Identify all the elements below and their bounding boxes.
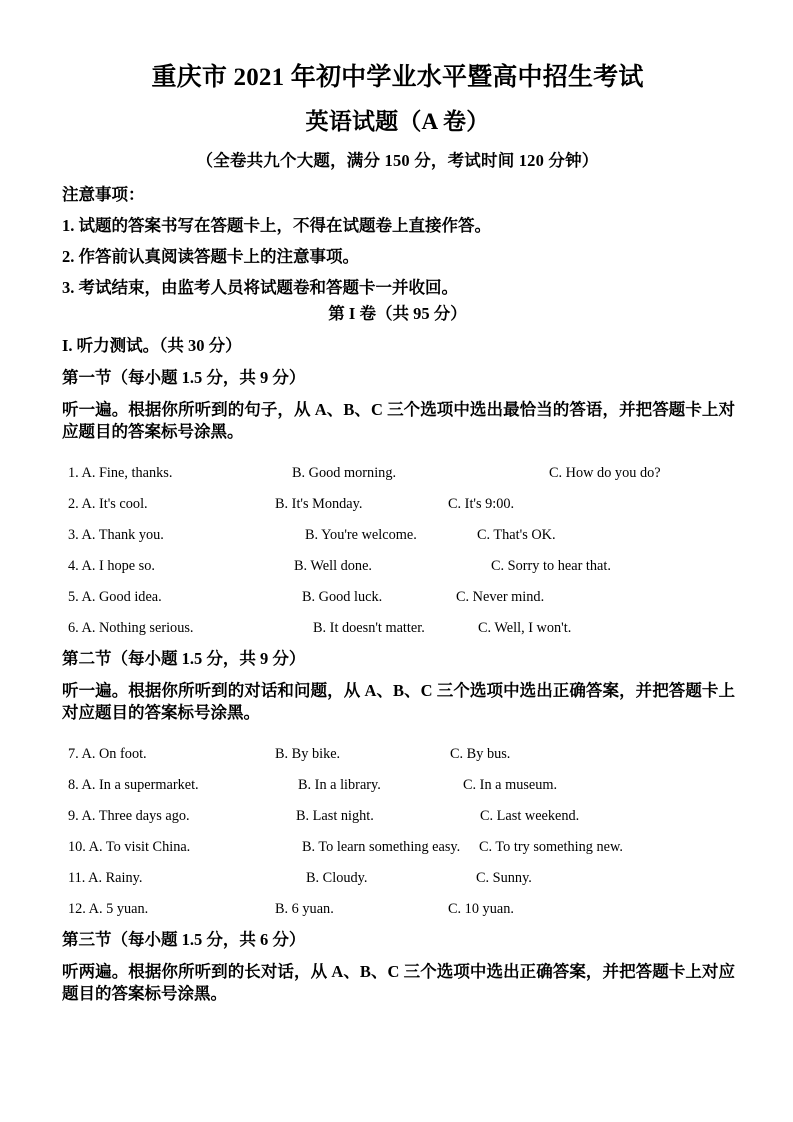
option-c[interactable]: C. Sunny. bbox=[476, 870, 532, 886]
option-a[interactable]: 5. A. Good idea. bbox=[68, 589, 162, 605]
option-c[interactable]: C. By bus. bbox=[450, 746, 511, 762]
option-a[interactable]: 1. A. Fine, thanks. bbox=[68, 465, 173, 481]
option-b[interactable]: B. Well done. bbox=[294, 558, 373, 574]
option-b[interactable]: B. It's Monday. bbox=[275, 496, 363, 512]
option-a[interactable]: 2. A. It's cool. bbox=[68, 496, 148, 512]
option-a[interactable]: 11. A. Rainy. bbox=[68, 870, 143, 886]
question-row bbox=[68, 555, 748, 577]
page-title: 重庆市 2021 年初中学业水平暨高中招生考试 bbox=[151, 64, 644, 91]
notice-item-3: 3. 考试结束，由监考人员将试题卷和答题卡一并收回。 bbox=[62, 278, 458, 297]
notice-item-2: 2. 作答前认真阅读答题卡上的注意事项。 bbox=[62, 247, 359, 266]
option-a[interactable]: 3. A. Thank you. bbox=[68, 527, 164, 543]
option-b[interactable]: B. Cloudy. bbox=[306, 870, 368, 886]
option-a[interactable]: 8. A. In a supermarket. bbox=[68, 777, 199, 793]
notice-heading: 注意事项： bbox=[62, 185, 145, 204]
option-b[interactable]: B. Good morning. bbox=[292, 465, 397, 481]
option-c[interactable]: C. Never mind. bbox=[456, 589, 545, 605]
page-subtitle: 英语试题（A 卷） bbox=[305, 109, 490, 134]
section-1-heading: 第一节（每小题 1.5 分，共 9 分） bbox=[62, 368, 306, 387]
option-b[interactable]: B. Good luck. bbox=[302, 589, 383, 605]
question-row bbox=[68, 493, 748, 515]
exam-meta-note: （全卷共九个大题，满分 150 分，考试时间 120 分钟） bbox=[196, 151, 599, 170]
section-3-heading: 第三节（每小题 1.5 分，共 6 分） bbox=[62, 930, 306, 949]
option-c[interactable]: C. How do you do? bbox=[549, 465, 661, 481]
section-1-instruction: 听一遍。根据你所听到的句子，从 A、B、C 三个选项中选出最恰当的答语，并把答题卡上对应题目的答案标号涂黑。 bbox=[62, 400, 735, 441]
option-c[interactable]: C. Well, I won't. bbox=[478, 620, 572, 636]
option-c[interactable]: C. In a museum. bbox=[463, 777, 558, 793]
option-b[interactable]: B. You're welcome. bbox=[305, 527, 417, 543]
question-row bbox=[68, 617, 748, 639]
option-b[interactable]: B. It doesn't matter. bbox=[313, 620, 425, 636]
option-b[interactable]: B. 6 yuan. bbox=[275, 901, 334, 917]
question-row bbox=[68, 743, 748, 765]
question-row bbox=[68, 524, 748, 546]
section-3-instruction: 听两遍。根据你所听到的长对话，从 A、B、C 三个选项中选出正确答案，并把答题卡上对应题目的答案标号涂黑。 bbox=[62, 962, 735, 1003]
option-b[interactable]: B. In a library. bbox=[298, 777, 381, 793]
question-row bbox=[68, 774, 748, 796]
option-b[interactable]: B. By bike. bbox=[275, 746, 341, 762]
question-row bbox=[68, 836, 748, 858]
option-c[interactable]: C. 10 yuan. bbox=[448, 901, 514, 917]
question-row bbox=[68, 462, 748, 484]
paper-part-label: 第 I 卷（共 95 分） bbox=[328, 304, 467, 323]
option-c[interactable]: C. Sorry to hear that. bbox=[491, 558, 611, 574]
option-a[interactable]: 7. A. On foot. bbox=[68, 746, 147, 762]
section-2-instruction: 听一遍。根据你所听到的对话和问题，从 A、B、C 三个选项中选出正确答案，并把答题卡上对应题目的答案标号涂黑。 bbox=[62, 681, 735, 722]
listening-section-heading: I. 听力测试。（共 30 分） bbox=[62, 336, 242, 355]
option-a[interactable]: 10. A. To visit China. bbox=[68, 839, 191, 855]
notice-item-1: 1. 试题的答案书写在答题卡上，不得在试题卷上直接作答。 bbox=[62, 216, 491, 235]
option-c[interactable]: C. It's 9:00. bbox=[448, 496, 515, 512]
option-a[interactable]: 6. A. Nothing serious. bbox=[68, 620, 194, 636]
question-row bbox=[68, 805, 748, 827]
option-a[interactable]: 9. A. Three days ago. bbox=[68, 808, 190, 824]
question-row bbox=[68, 867, 748, 889]
section-2-heading: 第二节（每小题 1.5 分，共 9 分） bbox=[62, 649, 306, 668]
question-row bbox=[68, 898, 748, 920]
option-c[interactable]: C. Last weekend. bbox=[480, 808, 580, 824]
option-b[interactable]: B. Last night. bbox=[296, 808, 374, 824]
option-a[interactable]: 12. A. 5 yuan. bbox=[68, 901, 149, 917]
option-c[interactable]: C. That's OK. bbox=[477, 527, 556, 543]
question-row bbox=[68, 586, 748, 608]
option-c[interactable]: C. To try something new. bbox=[479, 839, 623, 855]
option-b[interactable]: B. To learn something easy. bbox=[302, 839, 461, 855]
option-a[interactable]: 4. A. I hope so. bbox=[68, 558, 155, 574]
